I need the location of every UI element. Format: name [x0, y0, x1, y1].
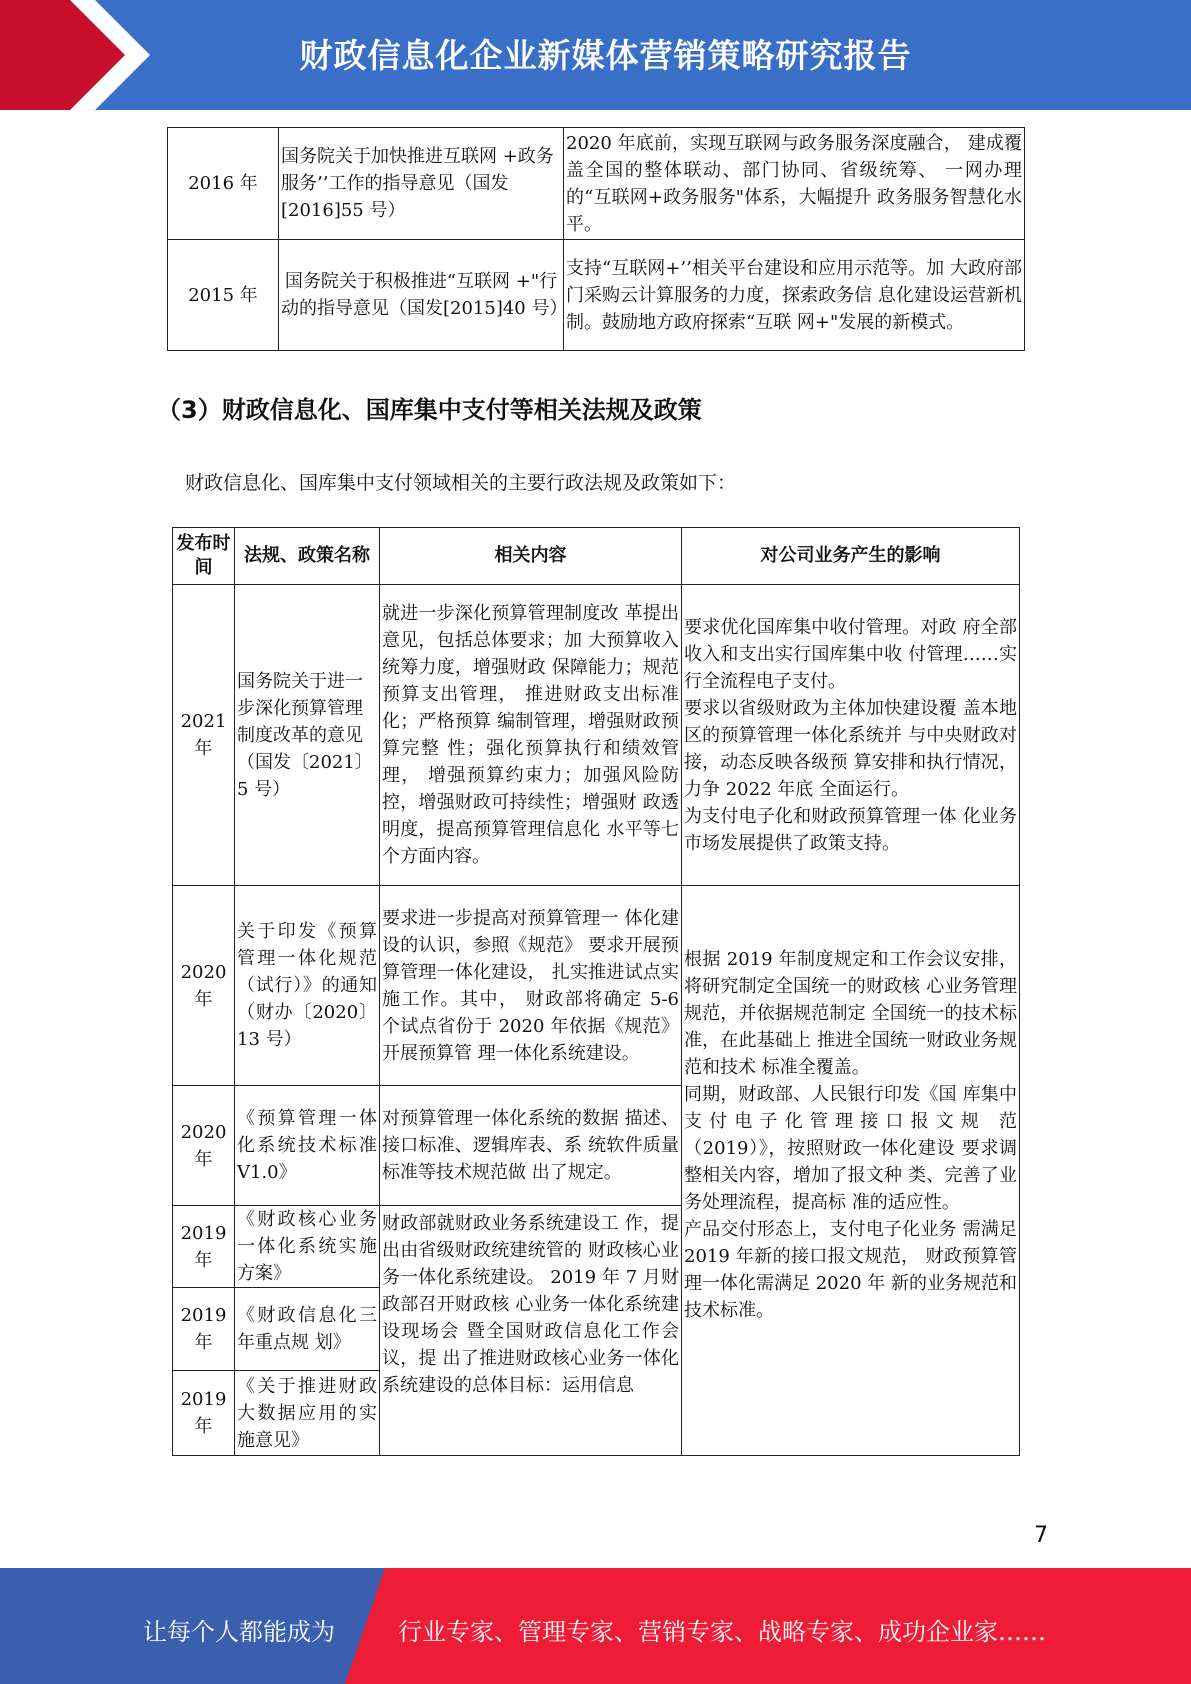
table-header-row: [173, 528, 1020, 585]
policy-name-cell: 国务院关于加快推进互联网 +政务服务’’工作的指导意见（国发[2016]55 号）: [279, 128, 564, 240]
column-header: 对公司业务产生的影响: [682, 528, 1020, 585]
policy-table-1: [167, 127, 1025, 351]
policy-name-cell: 《财政信息化三年重点规 划》: [235, 1288, 380, 1371]
table-row: [168, 240, 1025, 351]
impact-cell: [682, 886, 1020, 1456]
column-header: 法规、政策名称: [235, 528, 380, 585]
policy-name-cell: 《预算管理一体化系统技术标准 V1.0》: [235, 1086, 380, 1206]
policy-table-2: [172, 527, 1020, 1456]
year-cell: 2020 年: [173, 1086, 235, 1206]
page-number: 7: [1034, 1523, 1048, 1548]
column-header: 相关内容: [380, 528, 682, 585]
section-intro: 财政信息化、国库集中支付领域相关的主要行政法规及政策如下：: [185, 472, 737, 494]
policy-name-cell: 《财政核心业务一体化系统实施方案》: [235, 1206, 380, 1288]
page-footer: [0, 1568, 1191, 1684]
impact-paragraph: 同期，财政部、人民银行印发《国 库集中支付电子化管理接口报文规 范（2019）》，按照财政一体化建设 要求调整相关内容，增加了报文种 类、完善了业务处理流程，提高标 准的适应性。: [684, 1084, 1017, 1213]
page-header: [0, 0, 1191, 110]
policy-name-cell: 关于印发《预算管理一体化规范（试行）》的通知（财办〔2020〕13 号）: [235, 886, 380, 1086]
content-cell: 就进一步深化预算管理制度改 革提出意见，包括总体要求；加 大预算收入统筹力度，增强财政 保障能力；规范预算支出管理， 推进财政支出标准化；严格预算 编制管理，增强财政预算完整 性；强化预算执行和绩效管理， 增强预算约束力；加强风险防 控，增强财政可持续性；增强财 政透明度，提高预算管理信息化 水平等七个方面内容。: [380, 585, 682, 886]
header-title: 财政信息化企业新媒体营销策略研究报告: [299, 36, 912, 75]
year-cell: 2015 年: [168, 240, 279, 351]
impact-cell: [682, 585, 1020, 886]
policy-name-cell: 国务院关于积极推进“互联网 +"行动的指导意见（国发[2015]40 号）: [279, 240, 564, 351]
policy-name-cell: 国务院关于进一步深化预算管理制度改革的意见（国发〔2021〕 5 号）: [235, 585, 380, 886]
year-cell: 2019 年: [173, 1288, 235, 1371]
table-row: [173, 886, 1020, 1086]
content-cell: 支持“互联网+’’相关平台建设和应用示范等。加 大政府部门采购云计算服务的力度，探索政务信 息化建设运营新机制。鼓励地方政府探索“互联 网+"发展的新模式。: [564, 240, 1025, 351]
year-cell: 2016 年: [168, 128, 279, 240]
table-row: [168, 128, 1025, 240]
column-header: 发布时间: [173, 528, 235, 585]
impact-paragraph: 产品交付形态上，支付电子化业务 需满足 2019 年新的接口报文规范， 财政预算管理一体化需满足 2020 年 新的业务规范和技术标准。: [684, 1219, 1017, 1321]
year-cell: 2021 年: [173, 585, 235, 886]
footer-slogan-right: 行业专家、管理专家、营销专家、战略专家、成功企业家……: [398, 1618, 1046, 1646]
impact-paragraph: 根据 2019 年制度规定和工作会议安排，将研究制定全国统一的财政核 心业务管理规范，并依据规范制定 全国统一的技术标准，在此基础上 推进全国统一财政业务规范和技术 标准全覆盖。: [684, 949, 1017, 1078]
impact-paragraph: 为支付电子化和财政预算管理一体 化业务市场发展提供了政策支持。: [684, 805, 1017, 854]
content-cell: 要求进一步提高对预算管理一 体化建设的认识，参照《规范》 要求开展预算管理一体化建设， 扎实推进试点实施工作。其中， 财政部将确定 5-6 个试点省份于 2020 年依据《规范》开展预算管 理一体化系统建设。: [380, 886, 682, 1086]
section-title: （3）财政信息化、国库集中支付等相关法规及政策: [157, 396, 702, 424]
impact-paragraph: 要求优化国库集中收付管理。对政 府全部收入和支出实行国库集中收 付管理……实行全流程电子支付。: [684, 616, 1017, 692]
impact-paragraph: 要求以省级财政为主体加快建设覆 盖本地区的预算管理一体化系统并 与中央财政对接，动态反映各级预 算安排和执行情况，力争 2022 年底 全面运行。: [684, 697, 1017, 800]
content-cell: 财政部就财政业务系统建设工 作，提出由省级财政统建统管的 财政核心业务一体化系统建设。 2019 年 7 月财政部召开财政核 心业务一体化系统建设现场会 暨全国财政信息化工作会议，提 出了推进财政核心业务一体化 系统建设的总体目标：运用信息: [380, 1206, 682, 1456]
year-cell: 2019 年: [173, 1206, 235, 1288]
content-cell: 对预算管理一体化系统的数据 描述、接口标准、逻辑库表、系 统软件质量标准等技术规范做 出了规定。: [380, 1086, 682, 1206]
policy-name-cell: 《关于推进财政大数据应用的实施意见》: [235, 1371, 380, 1456]
footer-slogan-left: 让每个人都能成为: [143, 1618, 335, 1646]
content-cell: 2020 年底前，实现互联网与政务服务深度融合， 建成覆盖全国的整体联动、部门协同、省级统筹、 一网办理的“互联网+政务服务"体系，大幅提升 政务服务智慧化水平。: [564, 128, 1025, 240]
table-row: [173, 585, 1020, 886]
year-cell: 2019 年: [173, 1371, 235, 1456]
year-cell: 2020 年: [173, 886, 235, 1086]
